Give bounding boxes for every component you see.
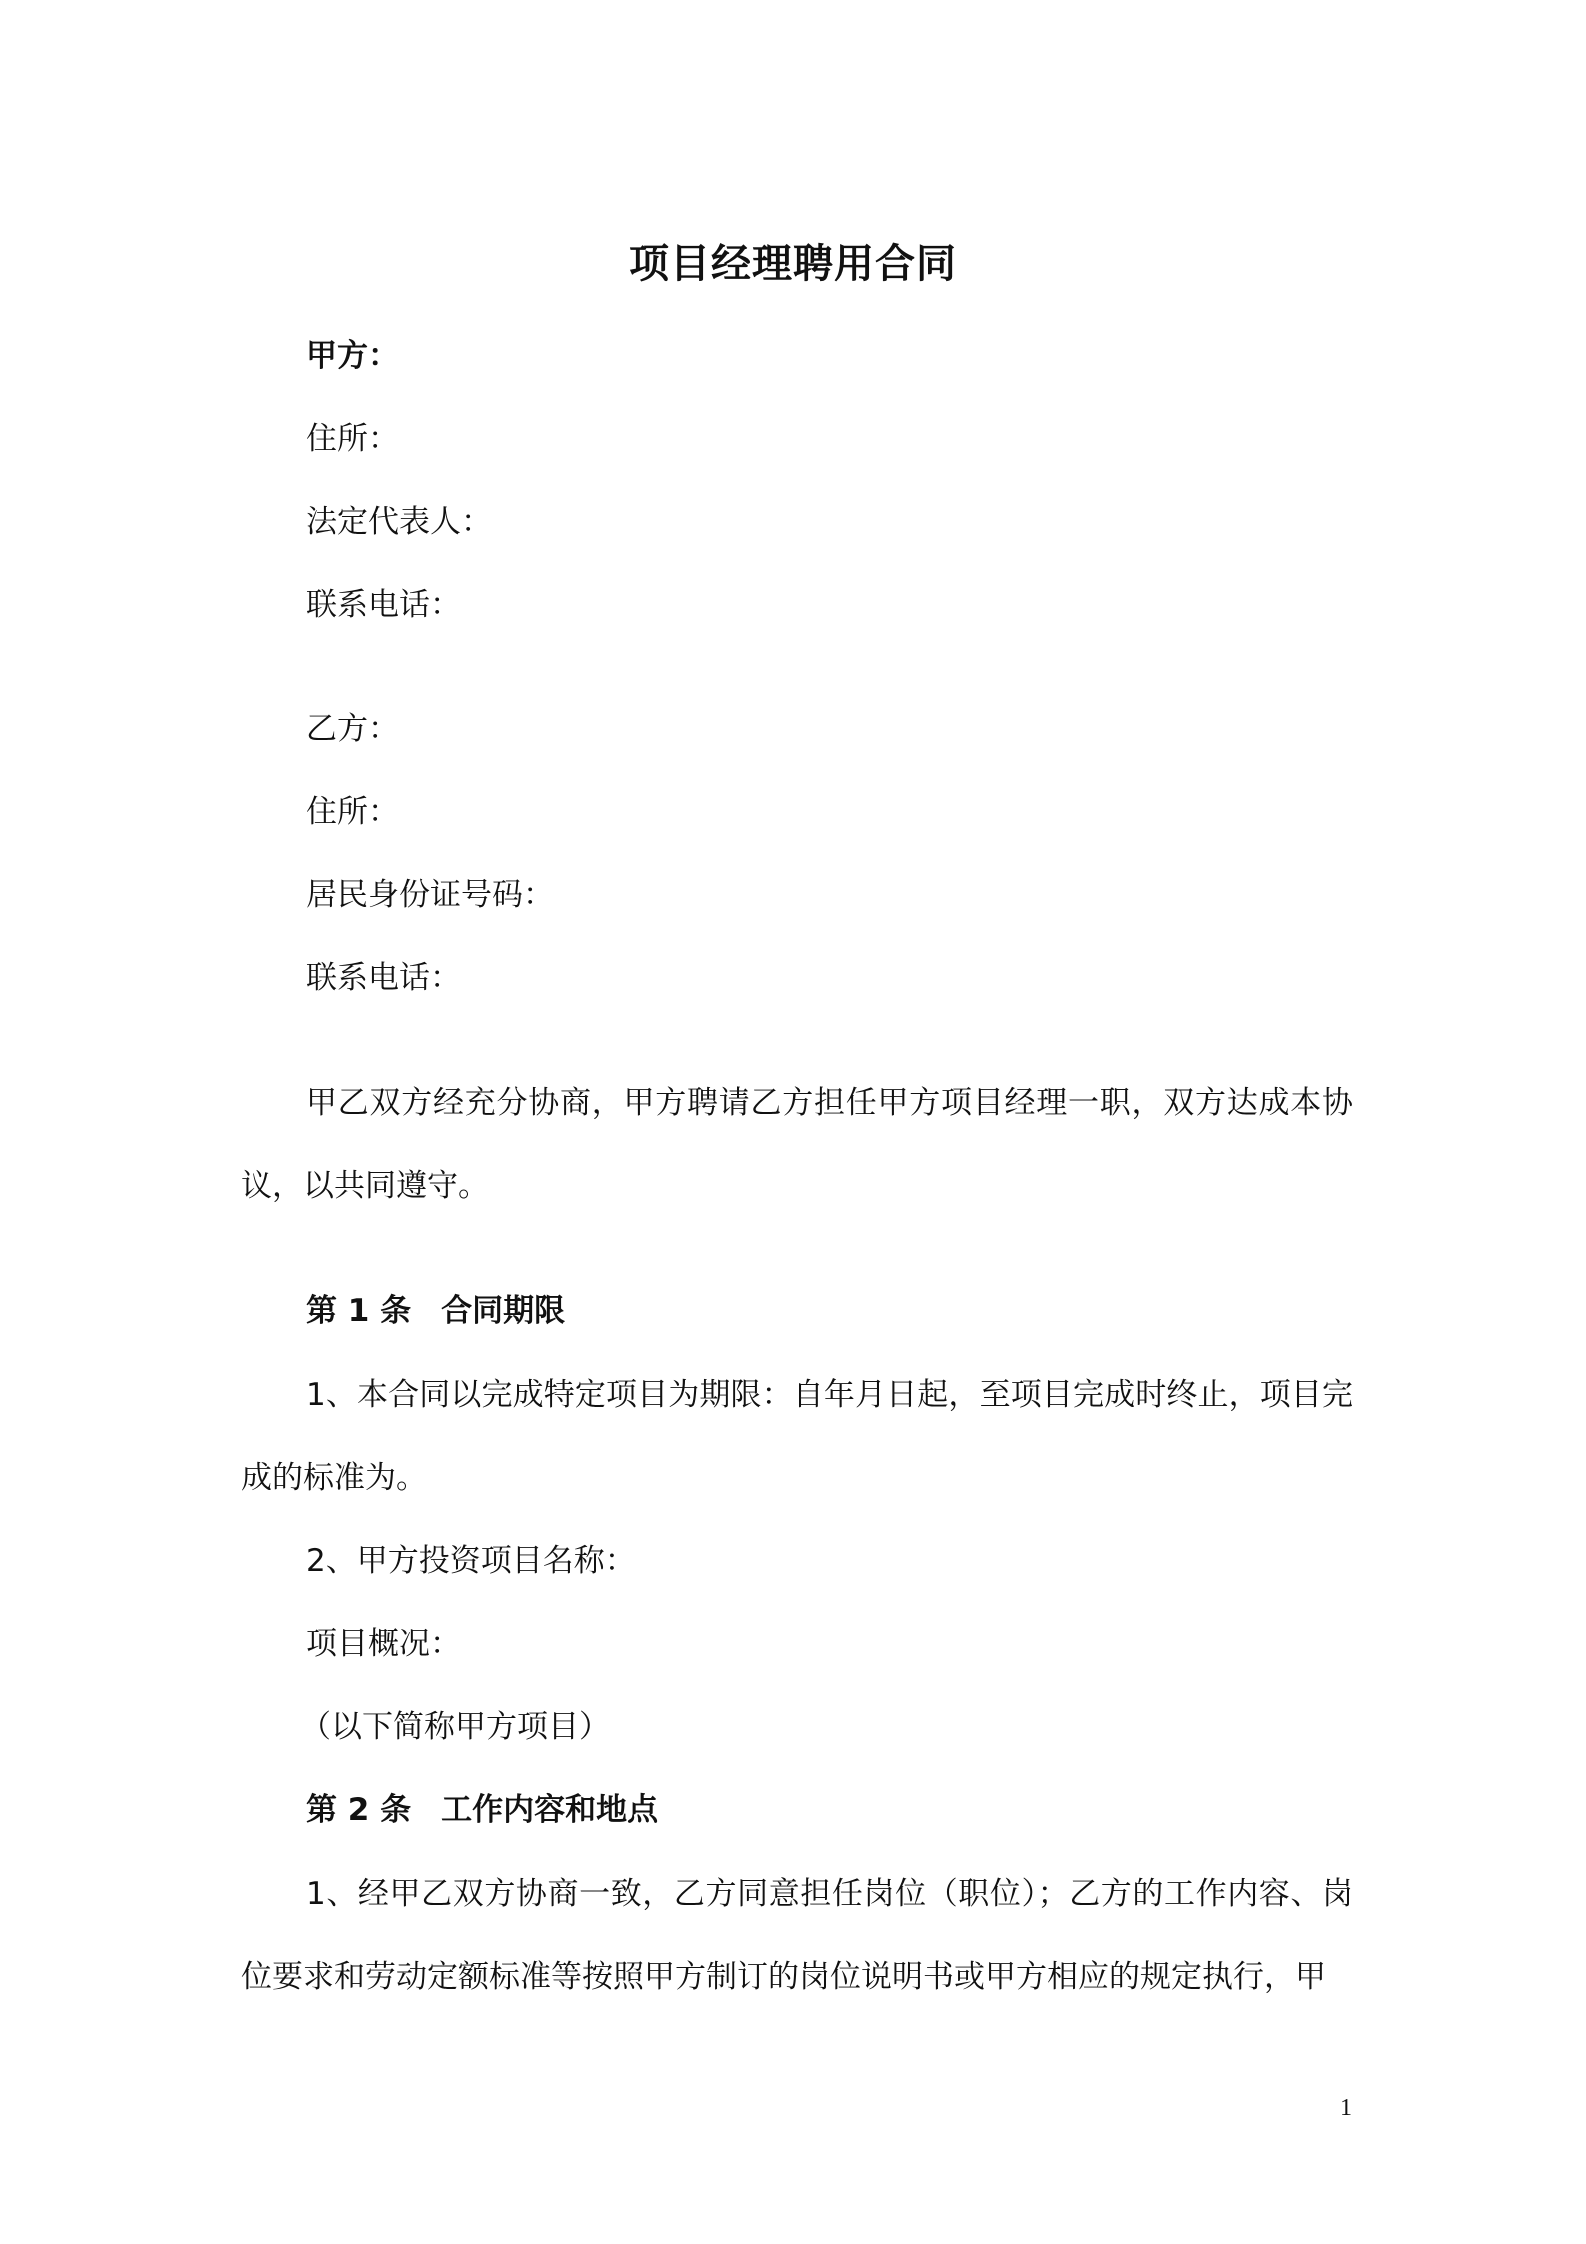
party-b-id-label: 居民身份证号码： [306, 877, 554, 913]
article-2-clause-1: 1、经甲乙双方协商一致，乙方同意担任岗位（职位）；乙方的工作内容、岗位要求和劳动定额标准等按照甲方制订的岗位说明书或甲方相应的规定执行，甲 [241, 1876, 1353, 1995]
article-1-heading [306, 1285, 565, 1330]
party-a-legal-rep-label: 法定代表人： [306, 504, 492, 540]
party-a-address-label: 住所： [306, 421, 399, 457]
party-b-phone-label: 联系电话： [306, 960, 461, 996]
page-number: 1 [1340, 2095, 1352, 2121]
party-b-label: 乙方： [306, 711, 399, 747]
article-2-heading [306, 1784, 658, 1829]
article-2-title: 工作内容和地点 [441, 1792, 659, 1828]
article-1-clause-1: 1、本合同以完成特定项目为期限：自年月日起，至项目完成时终止，项目完成的标准为。 [241, 1377, 1353, 1496]
party-b-address-label: 住所： [306, 794, 399, 830]
project-overview-label: 项目概况： [306, 1626, 461, 1662]
article-2-number: 第 2 条 [306, 1792, 412, 1828]
article-1-number: 第 1 条 [306, 1293, 412, 1329]
preamble-paragraph: 甲乙双方经充分协商，甲方聘请乙方担任甲方项目经理一职，双方达成本协议，以共同遵守。 [241, 1085, 1353, 1204]
project-abbreviation-note: （以下简称甲方项目） [300, 1709, 610, 1745]
document-title: 项目经理聘用合同 [629, 241, 957, 287]
article-1-clause-2: 2、甲方投资项目名称： [306, 1543, 636, 1579]
party-a-label: 甲方： [306, 338, 399, 374]
article-1-title: 合同期限 [441, 1293, 566, 1329]
party-a-phone-label: 联系电话： [306, 587, 461, 623]
